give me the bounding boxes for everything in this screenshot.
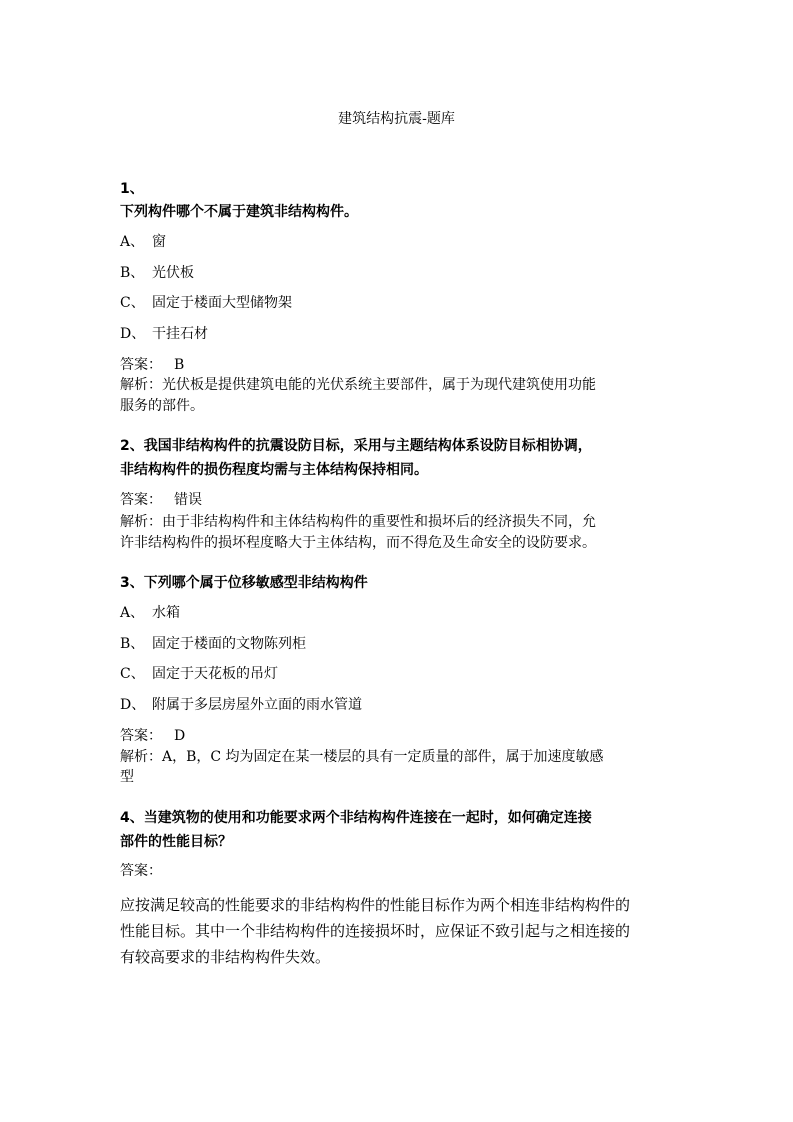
option-text: 光伏板 xyxy=(152,265,194,281)
option-letter: A、 xyxy=(120,234,145,250)
option-text: 窗 xyxy=(152,234,166,250)
question-2-explanation-line-2: 许非结构构件的损坏程度略大于主体结构，而不得危及生命安全的设防要求。 xyxy=(120,535,596,551)
question-1-answer xyxy=(120,354,184,374)
option-text: 附属于多层房屋外立面的雨水管道 xyxy=(152,697,362,713)
answer-value: B xyxy=(174,357,185,373)
question-3-option-c xyxy=(120,663,278,683)
option-text: 固定于天花板的吊灯 xyxy=(152,666,278,682)
option-letter: B、 xyxy=(120,265,145,281)
question-1-option-b xyxy=(120,262,194,282)
option-letter: B、 xyxy=(120,636,145,652)
question-1-text: 下列构件哪个不属于建筑非结构构件。 xyxy=(120,204,358,220)
option-text: 固定于楼面的文物陈列柜 xyxy=(152,636,306,652)
question-3-option-d xyxy=(120,694,362,714)
question-2-answer xyxy=(120,489,202,509)
question-3-explanation-line-1: 解析：A，B，C 均为固定在某一楼层的具有一定质量的部件，属于加速度敏感 xyxy=(120,749,604,765)
question-1-option-c xyxy=(120,292,292,312)
question-1-option-a xyxy=(120,231,166,251)
question-3-answer xyxy=(120,725,185,745)
option-letter: D、 xyxy=(120,326,146,342)
option-text: 水箱 xyxy=(152,605,180,621)
question-3-text: 3、下列哪个属于位移敏感型非结构构件 xyxy=(120,575,368,591)
question-4-answer-line-1: 应按满足较高的性能要求的非结构构件的性能目标作为两个相连非结构构件的 xyxy=(120,896,631,914)
question-2-explanation-line-1: 解析：由于非结构构件和主体结构构件的重要性和损坏后的经济损失不同，允 xyxy=(120,514,596,530)
question-1-option-d xyxy=(120,323,208,343)
answer-label: 答案： xyxy=(120,492,162,508)
answer-value: 错误 xyxy=(174,492,202,508)
option-letter: C、 xyxy=(120,666,145,682)
question-4-answer-line-3: 有较高要求的非结构构件失效。 xyxy=(120,948,331,966)
answer-label: 答案： xyxy=(120,357,162,373)
answer-label: 答案： xyxy=(120,728,162,744)
question-4-answer-line-2: 性能目标。其中一个非结构构件的连接损坏时，应保证不致引起与之相连接的 xyxy=(120,922,631,940)
document-title: 建筑结构抗震-题库 xyxy=(338,111,455,127)
option-letter: A、 xyxy=(120,605,145,621)
question-1-explanation-line-1: 解析：光伏板是提供建筑电能的光伏系统主要部件，属于为现代建筑使用功能 xyxy=(120,377,596,393)
option-letter: C、 xyxy=(120,295,145,311)
question-3-option-a xyxy=(120,602,180,622)
question-3-option-b xyxy=(120,633,306,653)
option-letter: D、 xyxy=(120,697,146,713)
question-4-text-line-1: 4、当建筑物的使用和功能要求两个非结构构件连接在一起时，如何确定连接 xyxy=(120,810,592,826)
question-1-explanation-line-2: 服务的部件。 xyxy=(120,398,204,414)
answer-value: D xyxy=(174,728,186,744)
option-text: 固定于楼面大型储物架 xyxy=(152,295,292,311)
question-2-text-line-2: 非结构构件的损伤程度均需与主体结构保持相同。 xyxy=(120,462,428,478)
question-4-text-line-2: 部件的性能目标？ xyxy=(120,834,232,850)
question-3-explanation-line-2: 型 xyxy=(120,769,134,785)
question-1-number: 1、 xyxy=(120,181,144,197)
question-2-text-line-1: 2、我国非结构构件的抗震设防目标，采用与主题结构体系设防目标相协调， xyxy=(120,438,592,454)
question-4-answer-label: 答案： xyxy=(120,863,162,879)
option-text: 干挂石材 xyxy=(152,326,208,342)
